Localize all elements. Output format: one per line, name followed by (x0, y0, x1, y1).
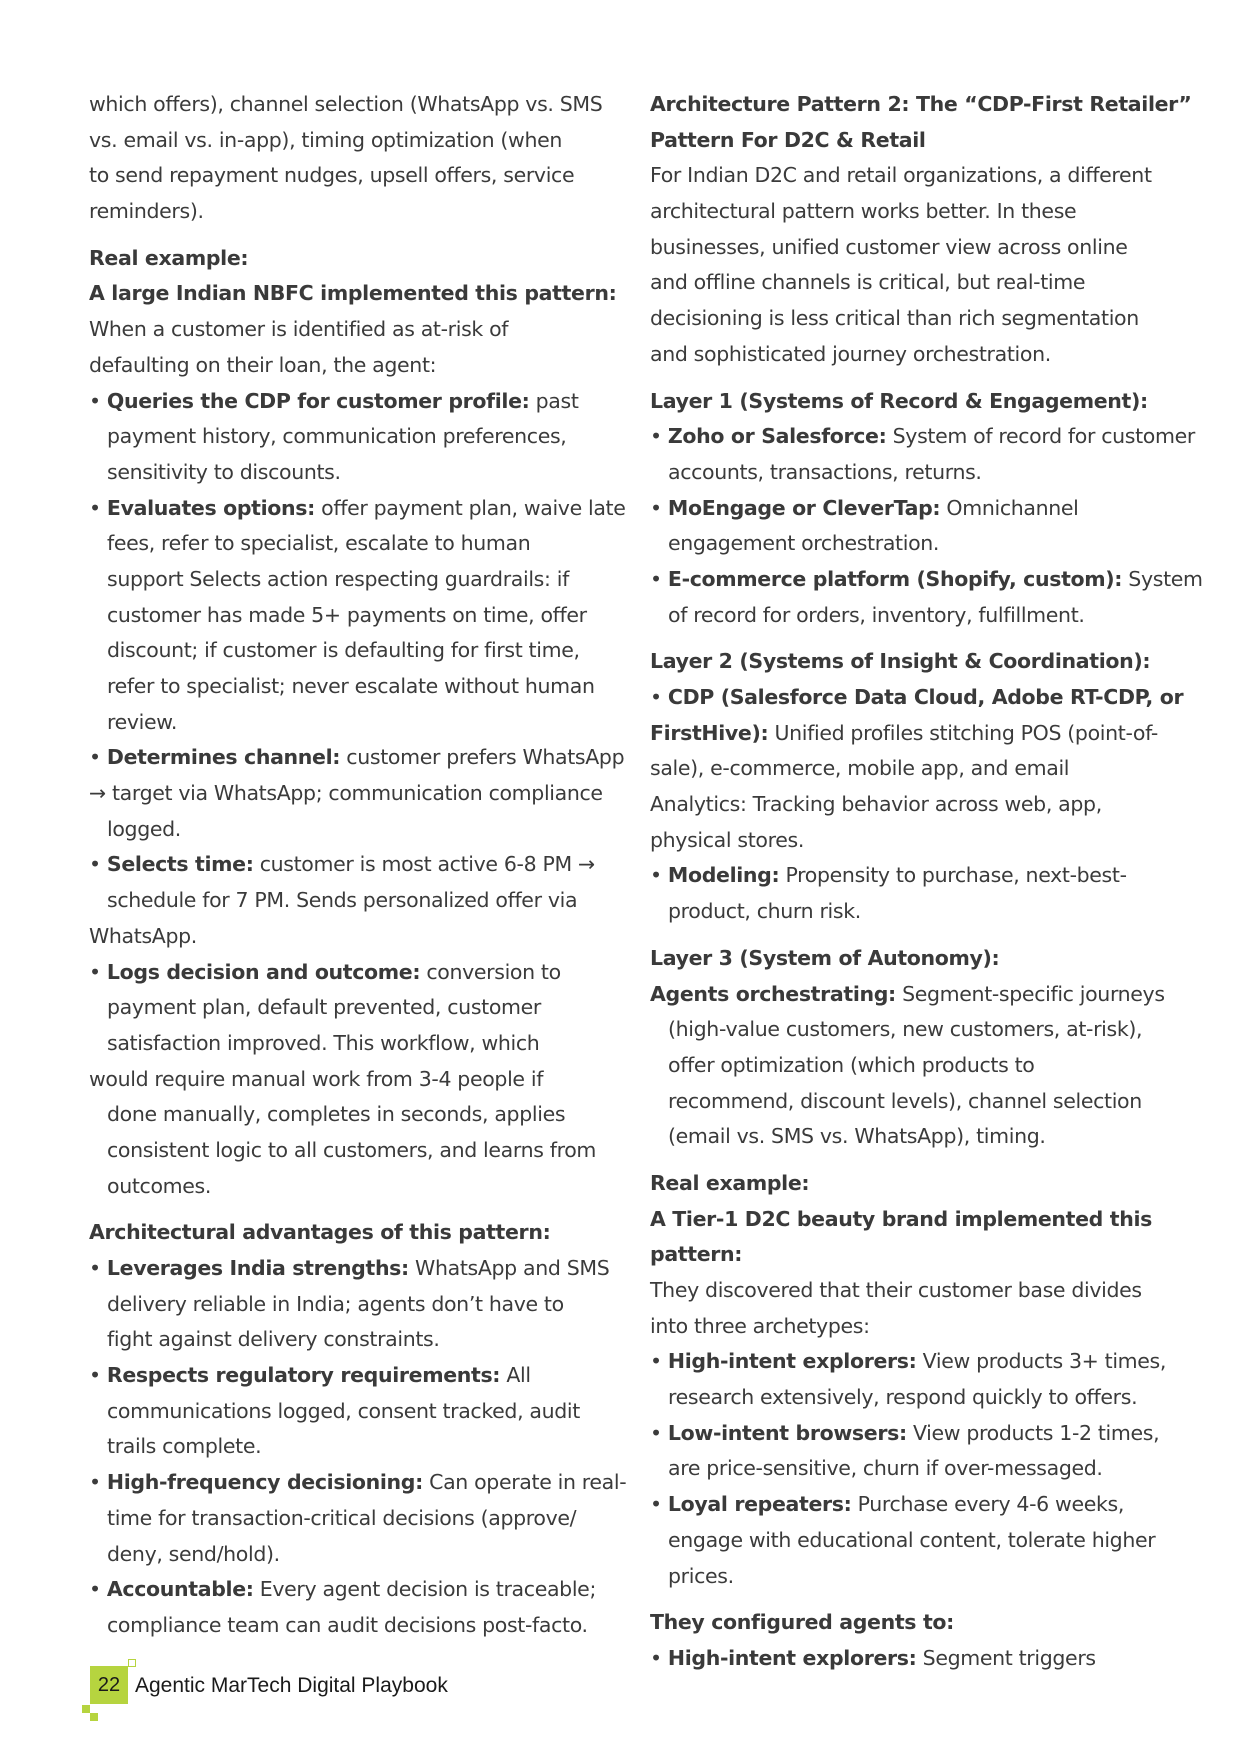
pattern-title: Pattern For D2C & Retail (650, 127, 926, 152)
nbfc-heading: A large Indian NBFC implemented this pattern: (89, 281, 617, 306)
archetype-line: engage with educational content, tolerate higher (668, 1527, 1156, 1552)
configured-item: • High-intent explorers: Segment triggers (650, 1645, 1096, 1670)
advantage-line: fight against delivery constraints. (107, 1327, 440, 1352)
pattern-intro-line: and offline channels is critical, but real-time (650, 270, 1086, 295)
pattern-intro-line: businesses, unified customer view across online (650, 234, 1128, 259)
step-line: WhatsApp. (89, 923, 197, 948)
right-column (650, 87, 1203, 1677)
brand-heading: pattern: (650, 1242, 743, 1267)
archetype-item: • Low-intent browsers: View products 1-2 times, (650, 1420, 1160, 1445)
layer1-item: • Zoho or Salesforce: System of record for customer (650, 424, 1195, 449)
brand-heading: A Tier-1 D2C beauty brand implemented this (650, 1206, 1153, 1231)
advantage-line: compliance team can audit decisions post-facto. (107, 1612, 588, 1637)
step-line: customer has made 5+ payments on time, offer (107, 602, 587, 627)
nbfc-intro-line: When a customer is identified as at-risk of (89, 317, 509, 342)
intro-line: reminders). (89, 199, 204, 224)
real-example-heading: Real example: (650, 1170, 810, 1195)
step-determine-channel: • Determines channel: customer prefers WhatsApp (89, 745, 625, 770)
brand-intro-line: They discovered that their customer base divides (650, 1278, 1142, 1302)
archetype-item: • High-intent explorers: View products 3+ times, (650, 1349, 1167, 1374)
page-number: 22 (90, 1666, 128, 1704)
step-line: review. (107, 709, 177, 734)
layer2-heading: Layer 2 (Systems of Insight & Coordination): (650, 649, 1151, 674)
real-example-heading: Real example: (89, 245, 249, 270)
step-evaluate-options: • Evaluates options: offer payment plan, waive late (89, 495, 626, 520)
advantage-item: • Respects regulatory requirements: All (89, 1363, 531, 1388)
pattern-title: Architecture Pattern 2: The “CDP-First Retailer” (650, 92, 1192, 116)
layer1-line: accounts, transactions, returns. (668, 459, 982, 484)
step-line: outcomes. (107, 1173, 212, 1198)
step-line: payment history, communication preferences, (107, 424, 567, 449)
layer2-cdp: • CDP (Salesforce Data Cloud, Adobe RT-CDP, or (650, 685, 1184, 709)
layer1-item: • MoEngage or CleverTap: Omnichannel (650, 495, 1079, 520)
step-line: sensitivity to discounts. (107, 459, 341, 484)
layer3-line: (email vs. SMS vs. WhatsApp), timing. (668, 1124, 1046, 1149)
nbfc-intro-line: defaulting on their loan, the agent: (89, 352, 437, 377)
step-line: schedule for 7 PM. Sends personalized offer via (107, 888, 578, 913)
step-select-time: • Selects time: customer is most active 6-8 PM → (89, 852, 595, 877)
layer1-heading: Layer 1 (Systems of Record & Engagement): (650, 388, 1148, 413)
advantage-item: • High-frequency decisioning: Can operate in real- (89, 1470, 627, 1495)
step-line: done manually, completes in seconds, applies (107, 1102, 566, 1127)
step-line: satisfaction improved. This workflow, which (107, 1030, 540, 1055)
step-line: fees, refer to specialist, escalate to human (107, 531, 531, 556)
step-log-decision: • Logs decision and outcome: conversion to (89, 959, 561, 984)
pattern-intro-line: and sophisticated journey orchestration. (650, 341, 1051, 366)
advantage-line: communications logged, consent tracked, audit (107, 1398, 580, 1423)
intro-line: vs. email vs. in-app), timing optimization (when (89, 127, 562, 152)
layer2-cdp-line: FirstHive): Unified profiles stitching POS (point-of- (650, 720, 1158, 745)
archetype-item: • Loyal repeaters: Purchase every 4-6 weeks, (650, 1492, 1124, 1517)
advantages-heading: Architectural advantages of this pattern: (89, 1220, 551, 1245)
layer1-line: engagement orchestration. (668, 531, 940, 556)
advantage-item: • Leverages India strengths: WhatsApp and SMS (89, 1256, 610, 1280)
layer3-agents: Agents orchestrating: Segment-specific journeys (650, 981, 1165, 1006)
step-line: → target via WhatsApp; communication compliance (89, 781, 603, 806)
layer2-line: product, churn risk. (668, 899, 861, 924)
document-title: Agentic MarTech Digital Playbook (135, 1674, 448, 1697)
step-line: would require manual work from 3-4 people if (89, 1066, 544, 1091)
brand-intro-line: into three archetypes: (650, 1313, 870, 1338)
layer3-line: (high-value customers, new customers, at-risk), (668, 1017, 1143, 1042)
layer2-line: physical stores. (650, 827, 805, 852)
step-line: support Selects action respecting guardrails: if (107, 566, 569, 591)
advantage-line: deny, send/hold). (107, 1541, 280, 1566)
pattern-intro-line: architectural pattern works better. In these (650, 199, 1077, 224)
step-query-cdp: • Queries the CDP for customer profile: past (89, 388, 579, 413)
intro-line: to send repayment nudges, upsell offers, service (89, 163, 575, 188)
layer1-item: • E-commerce platform (Shopify, custom): System (650, 566, 1203, 591)
intro-line: which offers), channel selection (WhatsApp vs. SMS (89, 92, 603, 116)
decor-square-icon (90, 1713, 98, 1721)
archetype-line: research extensively, respond quickly to offers. (668, 1385, 1138, 1410)
layer3-line: offer optimization (which products to (668, 1052, 1035, 1077)
pattern-intro-line: For Indian D2C and retail organizations, a different (650, 163, 1152, 188)
step-line: refer to specialist; never escalate without human (107, 674, 595, 698)
step-line: discount; if customer is defaulting for first time, (107, 638, 580, 663)
decor-square-icon (82, 1705, 90, 1713)
layer3-heading: Layer 3 (System of Autonomy): (650, 945, 1000, 970)
advantage-line: delivery reliable in India; agents don’t have to (107, 1291, 564, 1316)
archetype-line: prices. (668, 1563, 734, 1588)
layer3-line: recommend, discount levels), channel selection (668, 1088, 1142, 1113)
step-line: logged. (107, 816, 181, 841)
layer1-line: of record for orders, inventory, fulfillment. (668, 602, 1085, 627)
layer2-modeling: • Modeling: Propensity to purchase, next-best- (650, 863, 1127, 888)
left-column (89, 87, 627, 1644)
layer2-line: Analytics: Tracking behavior across web, app, (650, 792, 1102, 817)
advantage-item: • Accountable: Every agent decision is traceable; (89, 1577, 596, 1602)
configured-heading: They configured agents to: (650, 1610, 954, 1635)
pattern-intro-line: decisioning is less critical than rich segmentation (650, 306, 1139, 331)
advantage-line: trails complete. (107, 1434, 262, 1459)
advantage-line: time for transaction-critical decisions (approve/ (107, 1505, 577, 1530)
decor-square-outline-icon (128, 1659, 136, 1667)
archetype-line: are price-sensitive, churn if over-messaged. (668, 1456, 1103, 1481)
step-line: consistent logic to all customers, and learns from (107, 1137, 597, 1162)
layer2-line: sale), e-commerce, mobile app, and email (650, 756, 1070, 781)
step-line: payment plan, default prevented, customer (107, 995, 541, 1020)
